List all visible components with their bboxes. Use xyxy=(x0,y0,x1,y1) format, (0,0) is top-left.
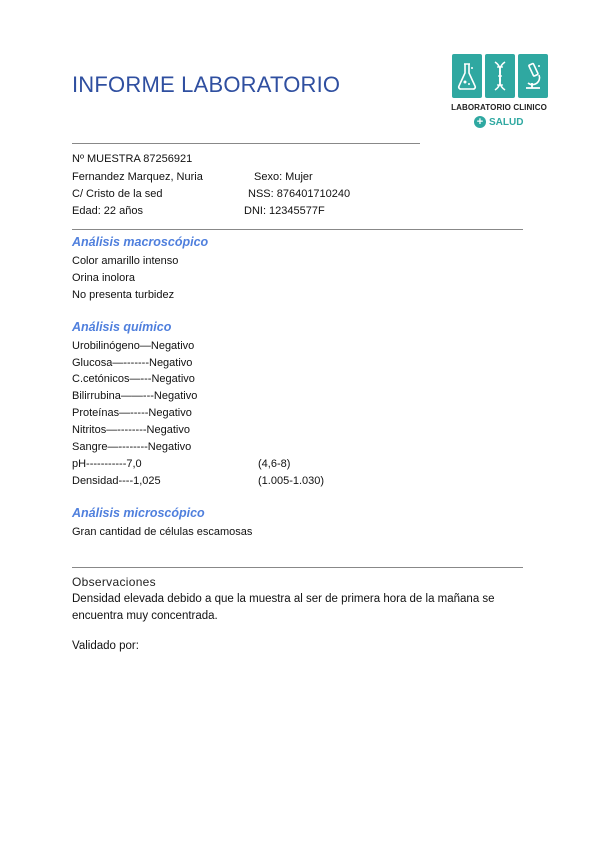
validated-by: Validado por: xyxy=(72,640,139,652)
patient-address: C/ Cristo de la sed xyxy=(72,188,163,200)
header-divider xyxy=(72,143,420,144)
density-value: Densidad----1,025 xyxy=(72,475,161,487)
page-title: INFORME LABORATORIO xyxy=(72,72,341,97)
patient-divider xyxy=(72,229,523,230)
micro-line: Gran cantidad de células escamosas xyxy=(72,526,253,538)
chem-line: Urobilinógeno—Negativo xyxy=(72,340,195,352)
observations-text: Densidad elevada debido a que la muestra al ser de primera hora de la mañana se encuentra muy concentrada. xyxy=(72,593,495,622)
lab-brand-name: LABORATORIO CLINICO xyxy=(451,103,547,112)
ph-range: (4,6-8) xyxy=(258,458,291,470)
section-title-microscopico: Análisis microscópico xyxy=(72,506,205,520)
patient-age: Edad: 22 años xyxy=(72,205,143,217)
dna-icon xyxy=(485,54,515,98)
macro-line: No presenta turbidez xyxy=(72,289,175,301)
macro-line: Color amarillo intenso xyxy=(72,255,179,267)
sample-number: Nº MUESTRA 87256921 xyxy=(72,153,193,165)
patient-name: Fernandez Marquez, Nuria xyxy=(72,171,203,183)
chem-line: Proteínas—-----Negativo xyxy=(72,407,192,419)
flask-icon xyxy=(452,54,482,98)
chem-line: Bilirrubina——---Negativo xyxy=(72,390,198,402)
density-range: (1.005-1.030) xyxy=(258,475,325,487)
chem-line: Glucosa—-------Negativo xyxy=(72,357,193,369)
lab-logo xyxy=(440,54,558,134)
macro-line: Orina inolora xyxy=(72,272,135,284)
observations-title: Observaciones xyxy=(72,575,156,589)
patient-dni: DNI: 12345577F xyxy=(244,205,325,217)
chem-line: Nitritos—--------Negativo xyxy=(72,424,190,436)
observations-divider xyxy=(72,567,523,568)
section-title-quimico: Análisis químico xyxy=(72,320,172,334)
chem-line: Sangre—--------Negativo xyxy=(72,441,192,453)
patient-nss: NSS: 876401710240 xyxy=(248,188,351,200)
section-title-macroscopico: Análisis macroscópico xyxy=(72,235,209,249)
salud-label: SALUD xyxy=(489,116,524,128)
microscope-icon xyxy=(518,54,548,98)
patient-sex: Sexo: Mujer xyxy=(254,171,313,183)
chem-line: C.cetónicos—---Negativo xyxy=(72,373,195,385)
plus-icon: + xyxy=(474,116,486,128)
ph-value: pH-----------7,0 xyxy=(72,458,142,470)
salud-badge xyxy=(474,116,523,128)
